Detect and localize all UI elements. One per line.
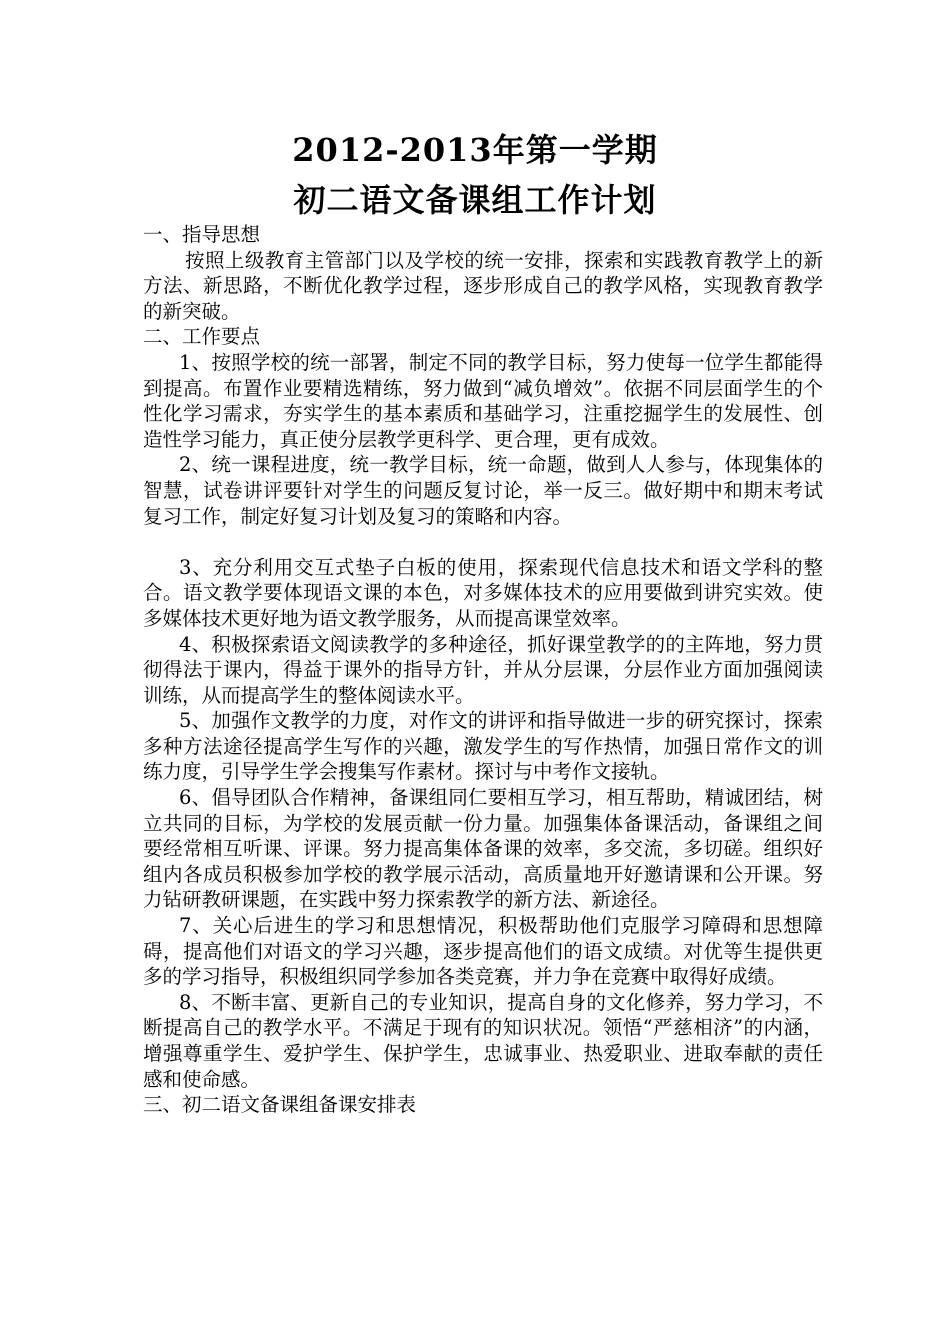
- document-body: [143, 222, 823, 1118]
- work-point-item: 3、充分利用交互式垫子白板的使用，探索现代信息技术和语文学科的整合。语文教学要体现语文课的本色，对多媒体技术的应用要做到讲究实效。使多媒体技术更好地为语文教学服务，从而提高课堂效率。: [143, 555, 823, 630]
- work-point-item: 6、倡导团队合作精神，备课组同仁要相互学习，相互帮助，精诚团结，树立共同的目标，为学校的发展贡献一份力量。加强集体备课活动，备课组之间要经常相互听课、评课。努力提高集体备课的效率，多交流，多切磋。组织好组内各成员积极参加学校的教学展示活动，高质量地开好邀请课和公开课。努力钻研教研课题，在实践中努力探索教学的新方法、新途径。: [143, 786, 823, 912]
- work-point-item: 4、积极探索语文阅读教学的多种途径，抓好课堂教学的的主阵地，努力贯彻得法于课内，得益于课外的指导方针，并从分层课，分层作业方面加强阅读训练，从而提高学生的整体阅读水平。: [143, 632, 823, 707]
- document-title-year: 2012-2013年第一学期: [292, 131, 658, 169]
- section-heading-schedule: 三、初二语文备课组备课安排表: [143, 1093, 417, 1117]
- paragraph-spacer: [143, 529, 823, 555]
- work-point-item: 1、按照学校的统一部署，制定不同的教学目标，努力使每一位学生都能得到提高。布置作业要精选精练，努力做到“减负增效”。依据不同层面学生的个性化学习需求，夯实学生的基本素质和基础学习，注重挖掘学生的发展性、创造性学习能力，真正使分层教学更科学、更合理，更有成效。: [143, 350, 823, 451]
- section-heading-guiding-thought: 一、指导思想: [143, 223, 261, 246]
- section-paragraph-guiding-thought: 按照上级教育主管部门以及学校的统一安排，探索和实践教育教学上的新方法、新思路，不断优化教学过程，逐步形成自己的教学风格，实现教育教学的新突破。: [143, 248, 823, 323]
- work-point-item: 2、统一课程进度，统一教学目标，统一命题，做到人人参与，体现集体的智慧，试卷讲评要针对学生的问题反复讨论，举一反三。做好期中和期末考试复习工作，制定好复习计划及复习的策略和内容。: [143, 453, 823, 528]
- work-point-item: 8、不断丰富、更新自己的专业知识，提高自身的文化修养，努力学习，不断提高自己的教学水平。不满足于现有的知识状况。领悟“严慈相济”的内涵，增强尊重学生、爱护学生、保护学生，忠诚事业、热爱职业、进取奉献的责任感和使命感。: [143, 990, 823, 1091]
- work-point-item: 5、加强作文教学的力度，对作文的讲评和指导做进一步的研究探讨，探索多种方法途径提高学生写作的兴趣，激发学生的写作热情，加强日常作文的训练力度，引导学生学会搜集写作素材。探讨与中考作文接轨。: [143, 709, 823, 784]
- document-title: 初二语文备课组工作计划: [293, 181, 657, 219]
- work-point-item: 7、关心后进生的学习和思想情况，积极帮助他们克服学习障碍和思想障碍，提高他们对语文的学习兴趣，逐步提高他们的语文成绩。对优等生提供更多的学习指导，积极组织同学参加各类竞赛，并力争在竞赛中取得好成绩。: [143, 914, 823, 989]
- section-heading-work-points: 二、工作要点: [143, 325, 261, 349]
